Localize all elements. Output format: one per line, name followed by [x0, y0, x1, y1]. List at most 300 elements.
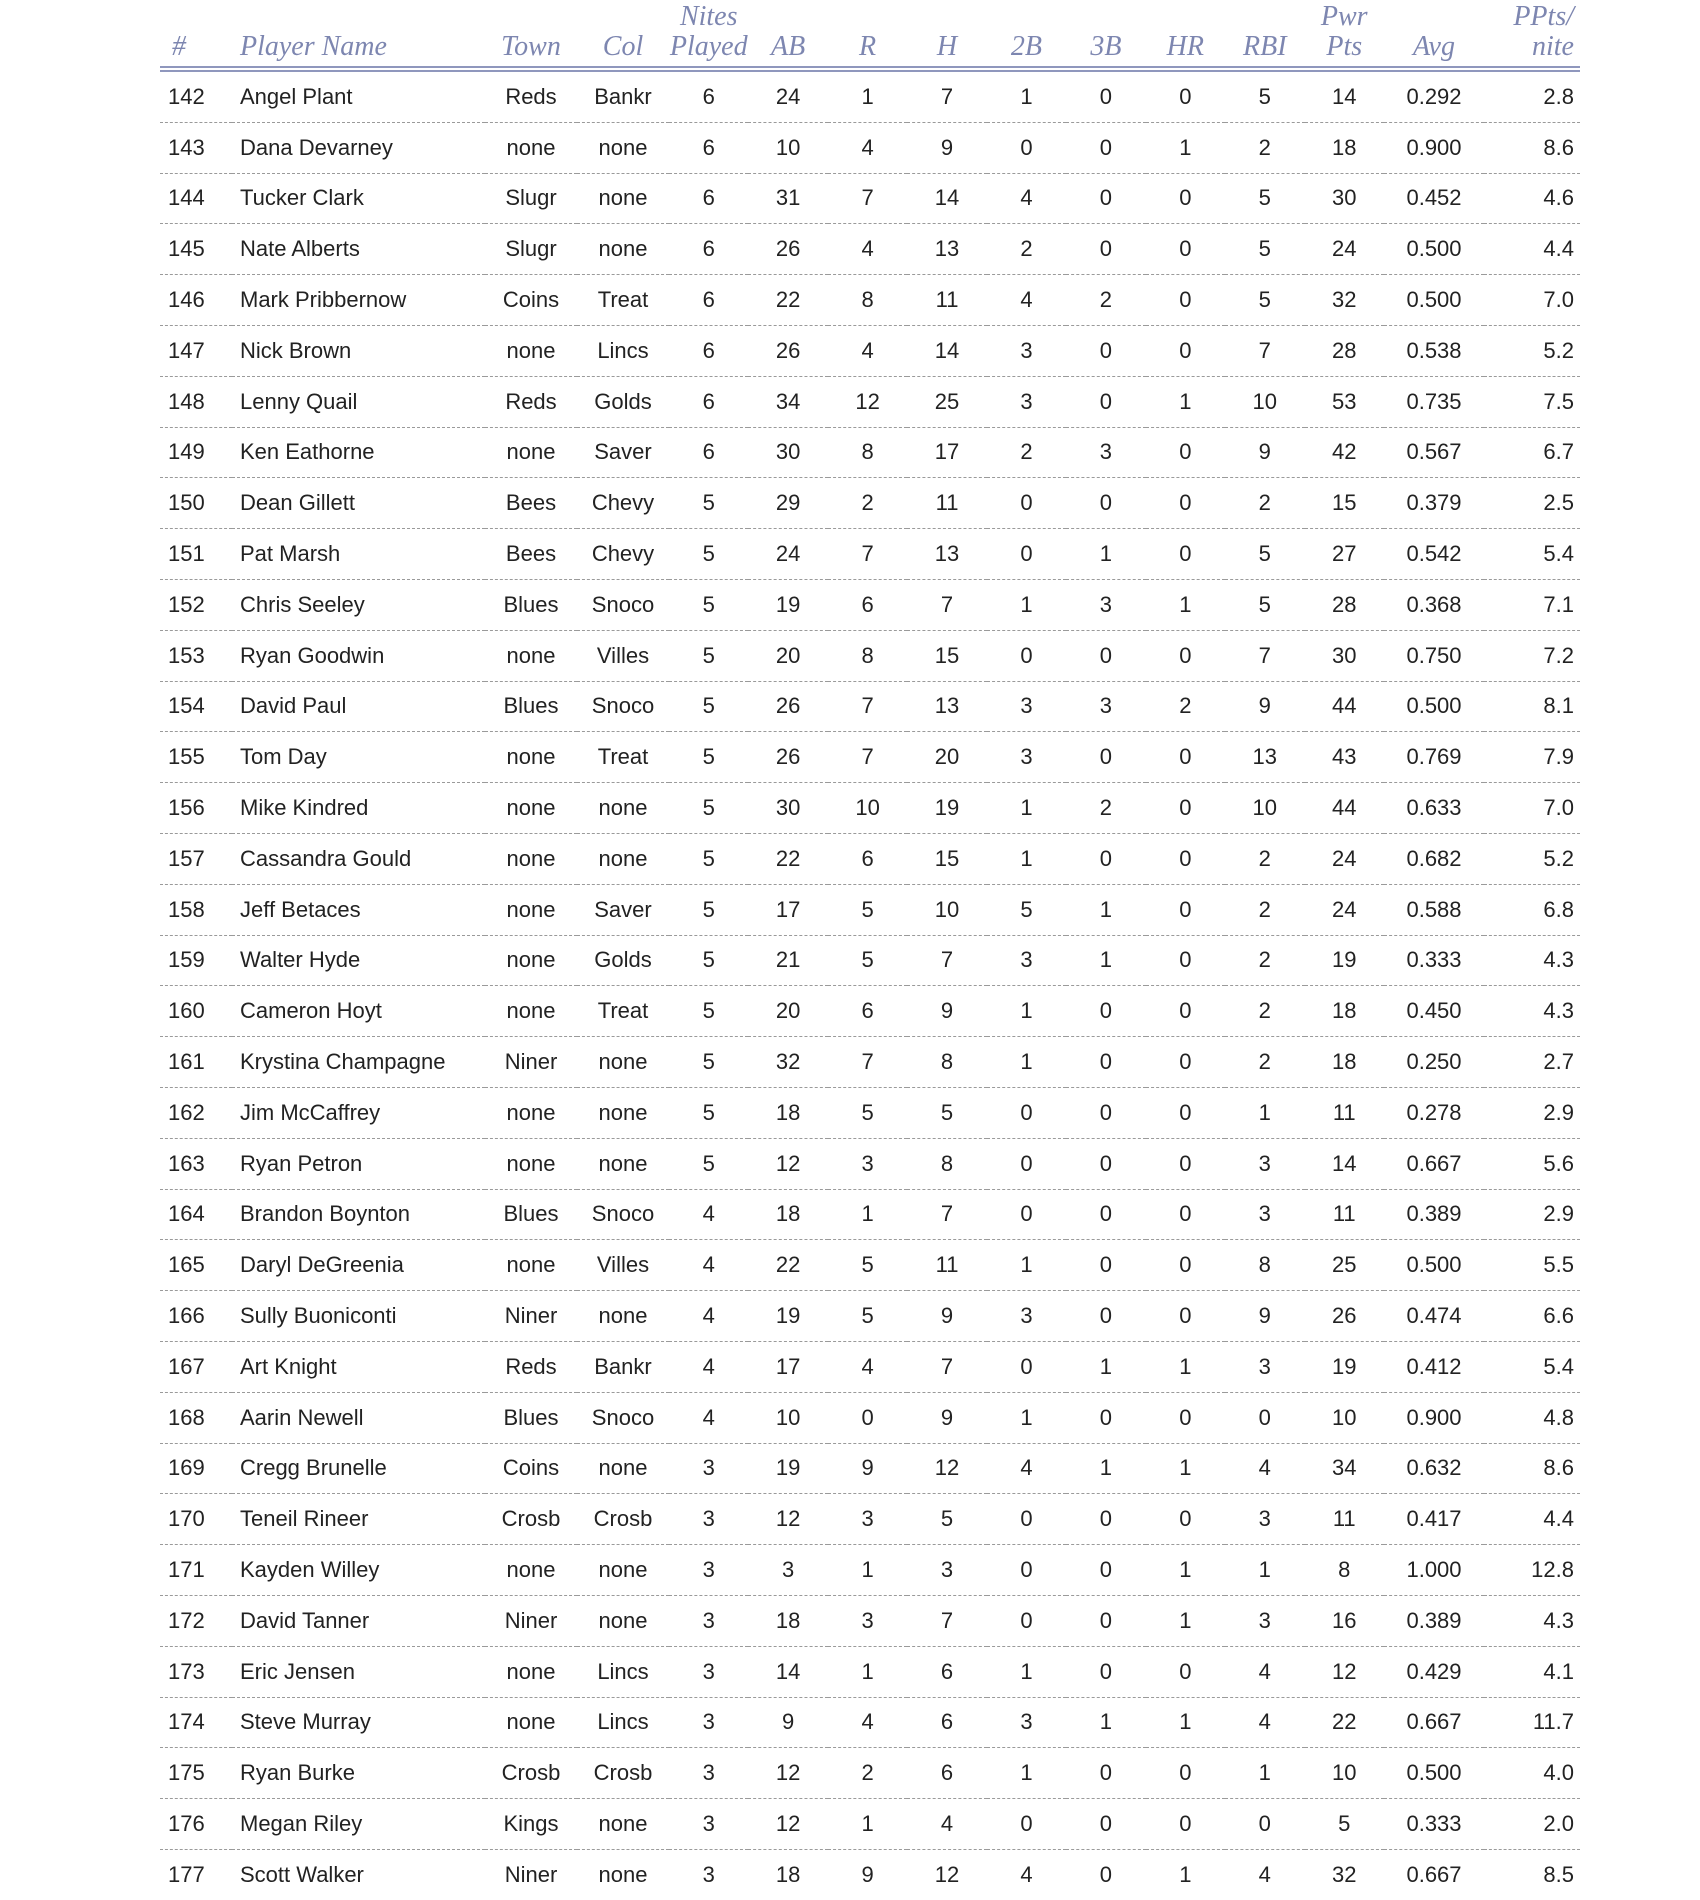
cell-town: none	[485, 1087, 577, 1138]
cell-r: 5	[828, 935, 907, 986]
cell-avg: 0.900	[1384, 122, 1484, 173]
table-row	[160, 681, 1580, 732]
cell-pwr-pts: 24	[1305, 224, 1385, 275]
cell-ab: 20	[748, 630, 827, 681]
cell-hr: 0	[1146, 529, 1225, 580]
cell-r: 4	[828, 1341, 907, 1392]
cell-h: 12	[907, 1443, 986, 1494]
cell-3b: 1	[1066, 529, 1145, 580]
cell-h: 5	[907, 1087, 986, 1138]
cell-hr: 1	[1179, 1861, 1192, 1887]
cell-number: 167	[160, 1341, 232, 1392]
cell-ppts-per-nite: 12.8	[1484, 1545, 1580, 1596]
table-row	[160, 1849, 1580, 1899]
cell-hr: 0	[1146, 833, 1225, 884]
cell-r: 0	[828, 1392, 907, 1443]
cell-r: 6	[828, 579, 907, 630]
cell-rbi: 2	[1225, 478, 1304, 529]
cell-player-name: Mark Pribbernow	[232, 275, 485, 326]
cell-player-name: Angel Plant	[232, 69, 485, 122]
cell-ab: 32	[748, 1037, 827, 1088]
cell-player-name: Cameron Hoyt	[232, 986, 485, 1037]
cell-h: 6	[907, 1748, 986, 1799]
table-row	[160, 478, 1580, 529]
cell-3b: 3	[1066, 579, 1145, 630]
cell-nites-played: 5	[669, 884, 748, 935]
cell-3b: 0	[1066, 833, 1145, 884]
cell-rbi: 9	[1225, 681, 1304, 732]
cell-col: Chevy	[577, 529, 669, 580]
cell-rbi: 4	[1258, 1861, 1271, 1887]
cell-r: 1	[828, 1799, 907, 1850]
cell-col: Saver	[577, 884, 669, 935]
player-stats-table	[160, 0, 1580, 1900]
cell-avg: 0.379	[1384, 478, 1484, 529]
cell-town: Bees	[485, 529, 577, 580]
cell-town: Blues	[485, 1189, 577, 1240]
table-body	[160, 69, 1580, 1900]
cell-col: Treat	[577, 732, 669, 783]
cell-number: 159	[160, 935, 232, 986]
cell-hr: 1	[1146, 1545, 1225, 1596]
cell-town: none	[485, 1545, 577, 1596]
cell-pwr-pts: 18	[1305, 122, 1385, 173]
cell-2b: 0	[987, 1595, 1066, 1646]
cell-number: 166	[160, 1291, 232, 1342]
cell-r: 4	[828, 325, 907, 376]
cell-h: 20	[907, 732, 986, 783]
header-ab: AB	[748, 0, 827, 69]
cell-hr: 0	[1146, 1494, 1225, 1545]
cell-2b: 2	[987, 427, 1066, 478]
cell-ppts-per-nite: 7.0	[1484, 783, 1580, 834]
cell-ppts-per-nite: 2.9	[1484, 1087, 1580, 1138]
cell-avg: 0.278	[1384, 1087, 1484, 1138]
cell-3b: 0	[1066, 1748, 1145, 1799]
cell-avg: 0.412	[1384, 1341, 1484, 1392]
cell-col: none	[577, 1087, 669, 1138]
cell-h: 11	[907, 478, 986, 529]
cell-pwr-pts: 25	[1305, 1240, 1385, 1291]
cell-town: Blues	[485, 579, 577, 630]
cell-ab: 34	[748, 376, 827, 427]
cell-avg: 0.750	[1384, 630, 1484, 681]
cell-avg: 0.542	[1384, 529, 1484, 580]
cell-rbi: 1	[1225, 1087, 1304, 1138]
cell-rbi: 9	[1225, 427, 1304, 478]
cell-avg: 0.667	[1384, 1138, 1484, 1189]
cell-h: 7	[907, 1595, 986, 1646]
cell-player-name: Nick Brown	[232, 325, 485, 376]
cell-ppts-per-nite: 5.2	[1484, 325, 1580, 376]
cell-number: 148	[160, 376, 232, 427]
cell-nites-played: 3	[669, 1595, 748, 1646]
cell-hr: 1	[1146, 1697, 1225, 1748]
cell-player-name: David Tanner	[232, 1595, 485, 1646]
cell-pwr-pts: 53	[1305, 376, 1385, 427]
cell-col: Treat	[577, 275, 669, 326]
cell-ab: 18	[748, 1087, 827, 1138]
cell-rbi: 10	[1225, 783, 1304, 834]
cell-r: 7	[828, 681, 907, 732]
cell-avg: 0.389	[1384, 1189, 1484, 1240]
cell-avg: 0.452	[1384, 173, 1484, 224]
cell-avg: 0.667	[1406, 1861, 1462, 1887]
table-header	[160, 0, 1580, 69]
table-row	[160, 1646, 1580, 1697]
cell-col: Villes	[577, 1240, 669, 1291]
cell-col: Crosb	[577, 1494, 669, 1545]
cell-ppts-per-nite: 6.8	[1484, 884, 1580, 935]
table-row	[160, 1443, 1580, 1494]
cell-2b: 1	[987, 1037, 1066, 1088]
table-row	[160, 1697, 1580, 1748]
table-row	[160, 1341, 1580, 1392]
cell-pwr-pts: 11	[1305, 1189, 1385, 1240]
cell-col: Saver	[577, 427, 669, 478]
cell-player-name: Ken Eathorne	[232, 427, 485, 478]
cell-number: 162	[160, 1087, 232, 1138]
cell-hr: 0	[1146, 224, 1225, 275]
cell-col: Lincs	[577, 1697, 669, 1748]
cell-town: Reds	[485, 1341, 577, 1392]
cell-nites-played: 5	[669, 579, 748, 630]
table-row	[160, 325, 1580, 376]
cell-nites-played: 5	[669, 732, 748, 783]
cell-col: Lincs	[577, 325, 669, 376]
cell-2b: 4	[987, 275, 1066, 326]
cell-hr: 0	[1146, 884, 1225, 935]
cell-h: 13	[907, 681, 986, 732]
cell-ab: 22	[748, 1240, 827, 1291]
table-row	[160, 1138, 1580, 1189]
cell-col: Snoco	[577, 681, 669, 732]
cell-3b: 0	[1066, 1545, 1145, 1596]
cell-3b: 3	[1066, 681, 1145, 732]
cell-avg: 0.500	[1384, 224, 1484, 275]
cell-player-name: Cregg Brunelle	[232, 1443, 485, 1494]
table-row	[160, 833, 1580, 884]
cell-hr: 0	[1146, 1240, 1225, 1291]
cell-3b: 0	[1066, 1494, 1145, 1545]
cell-ab: 3	[748, 1545, 827, 1596]
cell-2b: 0	[987, 1494, 1066, 1545]
cell-nites-played: 3	[669, 1697, 748, 1748]
table-row	[160, 1189, 1580, 1240]
cell-h: 7	[907, 1189, 986, 1240]
cell-h: 9	[907, 1291, 986, 1342]
cell-number: 158	[160, 884, 232, 935]
header-col: Col	[577, 0, 669, 69]
cell-number: 171	[160, 1545, 232, 1596]
cell-r: 4	[828, 1697, 907, 1748]
cell-number: 150	[160, 478, 232, 529]
cell-rbi: 2	[1225, 986, 1304, 1037]
cell-hr: 0	[1146, 1799, 1225, 1850]
cell-player-name: Cassandra Gould	[232, 833, 485, 884]
cell-col: none	[598, 1861, 648, 1887]
cell-2b: 0	[987, 478, 1066, 529]
cell-rbi: 13	[1225, 732, 1304, 783]
cell-rbi: 1	[1225, 1545, 1304, 1596]
cell-number: 152	[160, 579, 232, 630]
cell-ab: 14	[748, 1646, 827, 1697]
cell-h: 14	[907, 173, 986, 224]
cell-hr: 2	[1146, 681, 1225, 732]
cell-nites-played: 3	[669, 1799, 748, 1850]
cell-number: 154	[160, 681, 232, 732]
table-row	[160, 1392, 1580, 1443]
cell-col: none	[577, 1138, 669, 1189]
cell-pwr-pts: 26	[1305, 1291, 1385, 1342]
cell-r: 9	[861, 1861, 874, 1887]
cell-player-name: David Paul	[232, 681, 485, 732]
table-row	[160, 783, 1580, 834]
cell-number: 163	[160, 1138, 232, 1189]
cell-player-name: Pat Marsh	[232, 529, 485, 580]
cell-3b: 1	[1066, 935, 1145, 986]
cell-pwr-pts: 19	[1305, 935, 1385, 986]
cell-nites-played: 5	[669, 1037, 748, 1088]
cell-ab: 22	[748, 275, 827, 326]
cell-r: 8	[828, 275, 907, 326]
cell-2b: 4	[987, 173, 1066, 224]
cell-r: 7	[828, 173, 907, 224]
table-row	[160, 1494, 1580, 1545]
cell-avg: 0.588	[1384, 884, 1484, 935]
cell-pwr-pts: 10	[1305, 1748, 1385, 1799]
cell-hr: 0	[1146, 630, 1225, 681]
cell-avg: 0.389	[1384, 1595, 1484, 1646]
cell-pwr-pts: 42	[1305, 427, 1385, 478]
cell-ab: 19	[748, 579, 827, 630]
cell-town: none	[485, 986, 577, 1037]
cell-rbi: 5	[1225, 275, 1304, 326]
cell-town: Crosb	[485, 1494, 577, 1545]
cell-pwr-pts: 12	[1305, 1646, 1385, 1697]
cell-avg: 0.292	[1384, 69, 1484, 122]
cell-r: 7	[828, 1037, 907, 1088]
cell-ppts-per-nite: 5.4	[1484, 1341, 1580, 1392]
cell-col: Chevy	[577, 478, 669, 529]
cell-r: 2	[828, 478, 907, 529]
cell-player-name: Dean Gillett	[232, 478, 485, 529]
cell-3b: 0	[1066, 1189, 1145, 1240]
cell-player-name: Walter Hyde	[232, 935, 485, 986]
cell-player-name: Mike Kindred	[232, 783, 485, 834]
cell-player-name: Scott Walker	[240, 1861, 364, 1887]
cell-rbi: 5	[1225, 173, 1304, 224]
cell-pwr-pts: 27	[1305, 529, 1385, 580]
cell-h: 25	[907, 376, 986, 427]
cell-nites-played: 5	[669, 529, 748, 580]
cell-col: Golds	[577, 376, 669, 427]
cell-nites-played: 4	[669, 1341, 748, 1392]
cell-number: 160	[160, 986, 232, 1037]
cell-col: none	[577, 1545, 669, 1596]
cell-number: 165	[160, 1240, 232, 1291]
cell-col: none	[577, 173, 669, 224]
table-row	[160, 376, 1580, 427]
cell-player-name: Ryan Petron	[232, 1138, 485, 1189]
cell-h: 12	[934, 1861, 960, 1887]
cell-ab: 26	[748, 224, 827, 275]
cell-nites-played: 5	[669, 630, 748, 681]
cell-ppts-per-nite: 6.6	[1484, 1291, 1580, 1342]
cell-2b: 0	[987, 1087, 1066, 1138]
cell-town: Slugr	[485, 224, 577, 275]
table-row	[160, 579, 1580, 630]
cell-col: Snoco	[577, 1189, 669, 1240]
cell-3b: 0	[1066, 376, 1145, 427]
cell-avg: 0.567	[1384, 427, 1484, 478]
cell-r: 6	[828, 986, 907, 1037]
cell-town: Niner	[485, 1037, 577, 1088]
cell-pwr-pts: 24	[1305, 833, 1385, 884]
cell-rbi: 4	[1225, 1697, 1304, 1748]
cell-ppts-per-nite: 5.6	[1484, 1138, 1580, 1189]
cell-player-name: Jim McCaffrey	[232, 1087, 485, 1138]
cell-ppts-per-nite: 5.4	[1484, 529, 1580, 580]
cell-ab: 18	[748, 1189, 827, 1240]
cell-town: Coins	[485, 1443, 577, 1494]
cell-ab: 18	[748, 1595, 827, 1646]
table-row	[160, 732, 1580, 783]
cell-pwr-pts: 22	[1305, 1697, 1385, 1748]
cell-rbi: 1	[1225, 1748, 1304, 1799]
cell-ppts-per-nite: 8.5	[1543, 1861, 1574, 1887]
cell-h: 13	[907, 529, 986, 580]
cell-ppts-per-nite: 11.7	[1484, 1697, 1580, 1748]
cell-rbi: 2	[1225, 884, 1304, 935]
cell-hr: 1	[1146, 376, 1225, 427]
cell-nites-played: 6	[669, 69, 748, 122]
cell-avg: 0.429	[1384, 1646, 1484, 1697]
cell-rbi: 2	[1225, 1037, 1304, 1088]
cell-3b: 0	[1066, 630, 1145, 681]
cell-rbi: 5	[1225, 224, 1304, 275]
cell-ab: 9	[748, 1697, 827, 1748]
cell-hr: 0	[1146, 325, 1225, 376]
cell-nites-played: 3	[669, 1646, 748, 1697]
cell-avg: 0.500	[1384, 1748, 1484, 1799]
cell-h: 7	[907, 935, 986, 986]
cell-ab: 30	[748, 783, 827, 834]
cell-ab: 12	[748, 1748, 827, 1799]
table-row	[160, 1595, 1580, 1646]
cell-2b: 1	[987, 1392, 1066, 1443]
cell-rbi: 3	[1225, 1189, 1304, 1240]
cell-ab: 24	[748, 529, 827, 580]
cell-2b: 0	[987, 1799, 1066, 1850]
cell-number: 147	[160, 325, 232, 376]
cell-h: 19	[907, 783, 986, 834]
cell-avg: 0.368	[1384, 579, 1484, 630]
cell-nites-played: 3	[669, 1443, 748, 1494]
table-row	[160, 69, 1580, 122]
cell-pwr-pts: 28	[1305, 579, 1385, 630]
cell-number: 161	[160, 1037, 232, 1088]
cell-2b: 1	[987, 69, 1066, 122]
cell-2b: 3	[987, 1697, 1066, 1748]
cell-3b: 3	[1066, 427, 1145, 478]
cell-r: 8	[828, 630, 907, 681]
cell-col: Crosb	[577, 1748, 669, 1799]
cell-pwr-pts: 34	[1305, 1443, 1385, 1494]
cell-col: Golds	[577, 935, 669, 986]
cell-nites-played: 3	[669, 1545, 748, 1596]
cell-pwr-pts: 44	[1305, 681, 1385, 732]
cell-avg: 0.682	[1384, 833, 1484, 884]
cell-player-name: Nate Alberts	[232, 224, 485, 275]
cell-nites-played: 3	[669, 1494, 748, 1545]
stats-sheet	[160, 0, 1580, 1900]
cell-2b: 3	[987, 935, 1066, 986]
cell-number: 176	[160, 1799, 232, 1850]
cell-ab: 17	[748, 884, 827, 935]
cell-2b: 3	[987, 732, 1066, 783]
cell-town: none	[485, 935, 577, 986]
cell-nites-played: 5	[669, 681, 748, 732]
cell-ab: 12	[748, 1799, 827, 1850]
cell-col: Treat	[577, 986, 669, 1037]
cell-town: none	[485, 1697, 577, 1748]
cell-h: 11	[907, 275, 986, 326]
cell-player-name: Dana Devarney	[232, 122, 485, 173]
cell-nites-played: 6	[669, 325, 748, 376]
header-number: #	[160, 0, 232, 69]
cell-town: none	[485, 1646, 577, 1697]
cell-h: 10	[907, 884, 986, 935]
cell-number: 164	[160, 1189, 232, 1240]
cell-number: 155	[160, 732, 232, 783]
cell-2b: 1	[987, 986, 1066, 1037]
table-row	[160, 1240, 1580, 1291]
table-row	[160, 1545, 1580, 1596]
cell-nites-played: 6	[669, 275, 748, 326]
cell-ppts-per-nite: 7.2	[1484, 630, 1580, 681]
cell-r: 6	[828, 833, 907, 884]
cell-town: none	[485, 427, 577, 478]
cell-nites-played: 6	[669, 427, 748, 478]
cell-nites-played: 5	[669, 986, 748, 1037]
cell-3b: 1	[1066, 1697, 1145, 1748]
cell-nites-played: 3	[669, 1748, 748, 1799]
cell-r: 3	[828, 1494, 907, 1545]
table-row	[160, 275, 1580, 326]
cell-ab: 24	[748, 69, 827, 122]
cell-avg: 0.633	[1384, 783, 1484, 834]
cell-r: 3	[828, 1595, 907, 1646]
cell-r: 2	[828, 1748, 907, 1799]
cell-col: none	[577, 1037, 669, 1088]
cell-town: Blues	[485, 681, 577, 732]
cell-h: 15	[907, 833, 986, 884]
cell-number: 169	[160, 1443, 232, 1494]
cell-ppts-per-nite: 7.1	[1484, 579, 1580, 630]
cell-nites-played: 5	[669, 833, 748, 884]
cell-r: 1	[828, 1646, 907, 1697]
header-nites-played: Nites Played	[669, 0, 748, 69]
cell-pwr-pts: 10	[1305, 1392, 1385, 1443]
cell-nites-played: 6	[669, 122, 748, 173]
cell-ppts-per-nite: 4.4	[1484, 1494, 1580, 1545]
cell-r: 5	[828, 1087, 907, 1138]
cell-3b: 0	[1066, 1291, 1145, 1342]
cell-rbi: 5	[1225, 579, 1304, 630]
cell-pwr-pts: 28	[1305, 325, 1385, 376]
cell-2b: 1	[987, 833, 1066, 884]
